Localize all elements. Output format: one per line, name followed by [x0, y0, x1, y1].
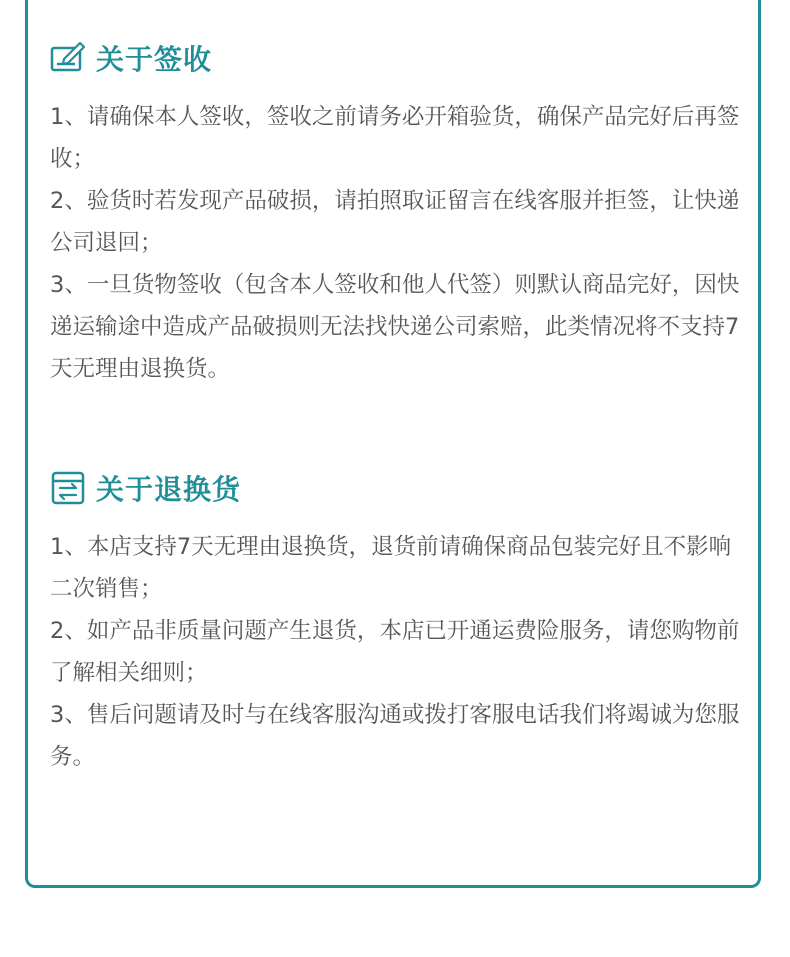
edit-form-icon — [50, 40, 86, 76]
paragraph-3: 3、售后问题请及时与在线客服沟通或拨打客服电话我们将竭诚为您服务。 — [50, 702, 740, 770]
exchange-box-icon — [50, 470, 86, 506]
section-signing — [50, 38, 750, 390]
section-title: 关于退换货 — [96, 473, 242, 506]
paragraph-2: 2、如产品非质量问题产生退货，本店已开通运费险服务，请您购物前了解相关细则； — [50, 618, 740, 686]
section-body — [50, 526, 750, 778]
paragraph-2: 2、验货时若发现产品破损，请拍照取证留言在线客服并拒签，让快递公司退回； — [50, 188, 740, 256]
paragraph-3: 3、一旦货物签收（包含本人签收和他人代签）则默认商品完好，因快递运输途中造成产品破损则无法找快递公司索赔，此类情况将不支持7天无理由退换货。 — [50, 272, 740, 382]
section-header — [50, 468, 750, 508]
section-header — [50, 38, 750, 78]
section-returns — [50, 468, 750, 778]
paragraph-1: 1、请确保本人签收，签收之前请务必开箱验货，确保产品完好后再签收； — [50, 104, 740, 172]
section-title: 关于签收 — [96, 43, 213, 76]
section-body — [50, 96, 750, 390]
paragraph-1: 1、本店支持7天无理由退换货，退货前请确保商品包装完好且不影响二次销售； — [50, 534, 732, 602]
